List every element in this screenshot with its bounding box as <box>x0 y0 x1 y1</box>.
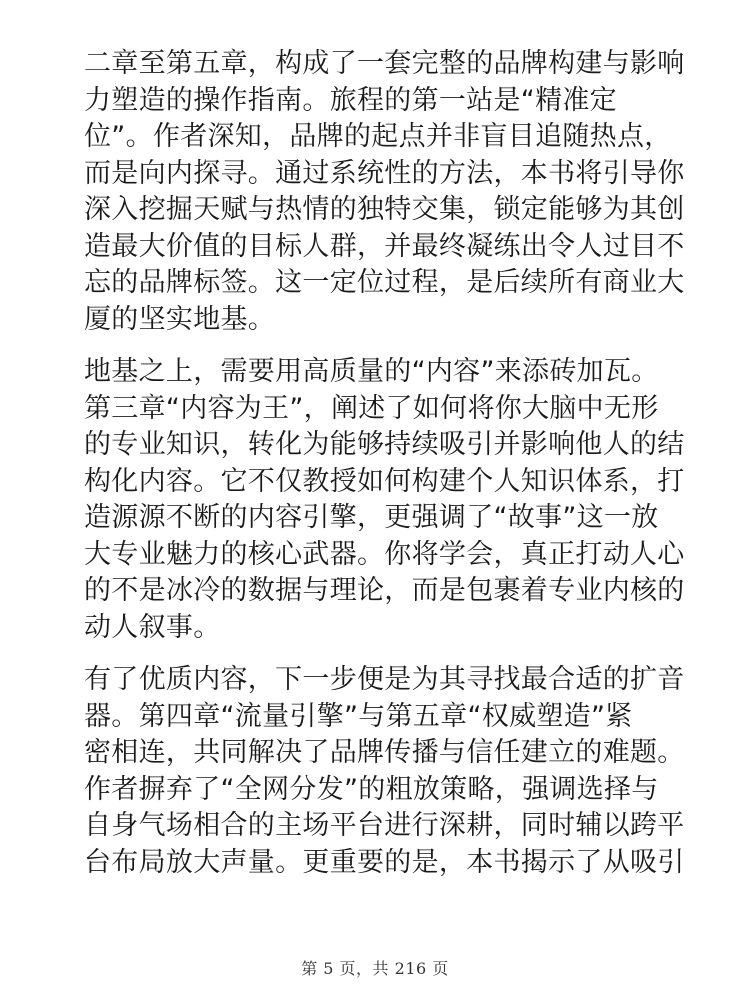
text-line: 厦的坚实地基。 <box>84 303 276 335</box>
paragraph-1 <box>84 46 684 338</box>
text-line: 而是向内探寻。通过系统性的方法，本书将引导你 <box>84 157 685 189</box>
text-line: 自身气场相合的主场平台进行深耕，同时辅以跨平 <box>84 810 685 841</box>
body-text <box>84 46 684 881</box>
text-line: 大专业魅力的核心武器。你将学会，真正打动人心 <box>84 538 685 570</box>
text-line: 密相连，共同解决了品牌传播与信任建立的难题。 <box>84 737 685 768</box>
text-line: 造源源不断的内容引擎，更强调了“故事”这一放 <box>84 502 659 533</box>
text-line: 地基之上，需要用高质量的“内容”来添砖加瓦。 <box>84 356 659 387</box>
text-line: 造最大价值的目标人群，并最终凝练出令人过目不 <box>84 230 685 262</box>
text-line: 忘的品牌标签。这一定位过程，是后续所有商业大 <box>84 267 685 298</box>
paragraph-spacer <box>84 338 684 354</box>
text-line: 深入挖掘天赋与热情的独特交集，锁定能够为其创 <box>84 194 685 225</box>
page-number-footer: 第 5 页，共 216 页 <box>301 959 449 978</box>
text-line: 台布局放大声量。更重要的是，本书揭示了从吸引 <box>84 846 685 878</box>
text-line: 的不是冰冷的数据与理论，而是包裹着专业内核的 <box>84 575 685 606</box>
text-line: 构化内容。它不仅教授如何构建个人知识体系，打 <box>84 465 685 497</box>
text-line: 器。第四章“流量引擎”与第五章“权威塑造”紧 <box>84 700 633 732</box>
paragraph-spacer <box>84 646 684 662</box>
text-line: 二章至第五章，构成了一套完整的品牌构建与影响 <box>84 48 685 79</box>
paragraph-2 <box>84 354 684 646</box>
text-line: 第三章“内容为王”，阐述了如何将你大脑中无形 <box>84 392 659 424</box>
text-line: 的专业知识，转化为能够持续吸引并影响他人的结 <box>84 429 685 460</box>
paragraph-3 <box>84 662 684 881</box>
text-line: 有了优质内容，下一步便是为其寻找最合适的扩音 <box>84 664 685 695</box>
text-line: 位”。作者深知，品牌的起点并非盲目追随热点， <box>84 121 672 152</box>
text-line: 动人叙事。 <box>84 611 221 643</box>
text-line: 作者摒弃了“全网分发”的粗放策略，强调选择与 <box>84 773 659 805</box>
text-line: 力塑造的操作指南。旅程的第一站是“精准定 <box>84 84 617 116</box>
